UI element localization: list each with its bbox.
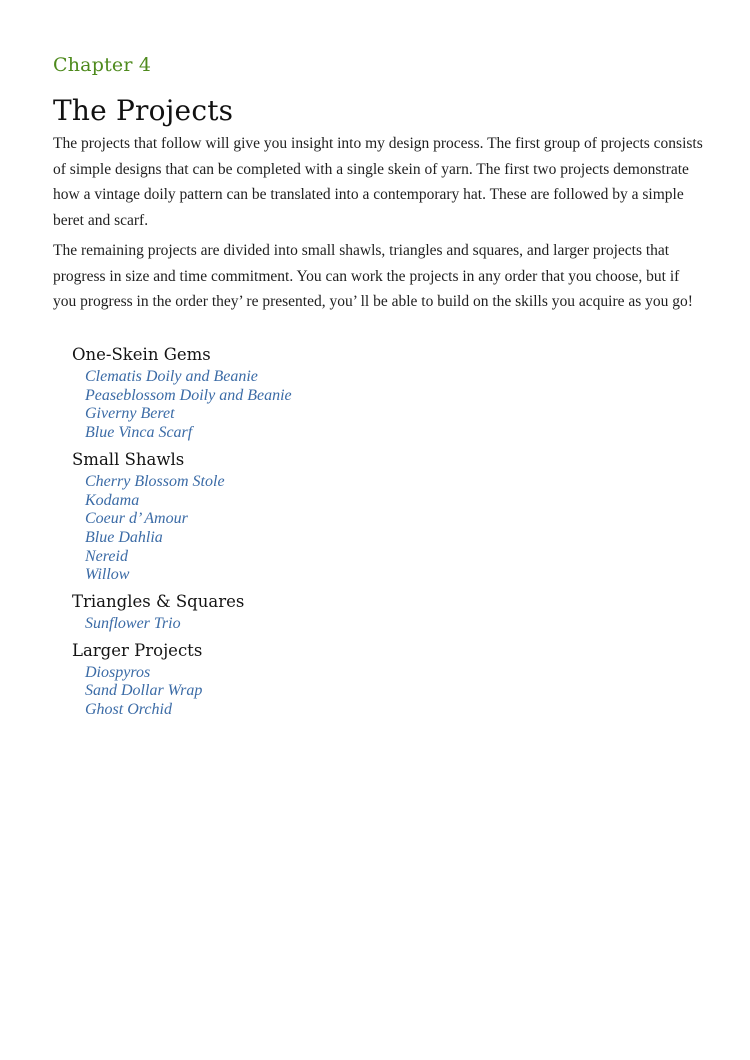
project-link[interactable]: Ghost Orchid (85, 701, 172, 719)
project-link[interactable]: Blue Vinca Scarf (85, 424, 193, 442)
project-link[interactable]: Diospyros (85, 663, 151, 681)
project-link[interactable]: Peaseblossom Doily and Beanie (85, 386, 292, 404)
section-heading: One-Skein Gems (72, 345, 211, 364)
project-contents (72, 344, 672, 726)
project-link[interactable]: Sand Dollar Wrap (85, 682, 203, 700)
section-heading: Larger Projects (72, 640, 203, 660)
section-small-shawls (72, 449, 672, 585)
intro-paragraph: The projects that follow will give you insight into my design process. The first group of projects consists of simple designs that can be completed with a single skein of yarn. The first two projects demonstrate how a vintage doily pattern can be translated into a contemporary hat. These are followed by a simple beret and scarf. (53, 135, 703, 229)
project-link[interactable]: Sunflower Trio (85, 615, 181, 633)
project-link[interactable]: Blue Dahlia (85, 528, 163, 546)
section-heading: Small Shawls (72, 449, 185, 469)
project-link[interactable]: Clematis Doily and Beanie (85, 368, 258, 385)
section-triangles-squares (72, 591, 672, 634)
project-link[interactable]: Cherry Blossom Stole (85, 472, 225, 490)
project-link[interactable]: Willow (85, 566, 130, 584)
section-larger-projects (72, 640, 672, 720)
intro-paragraph: The remaining projects are divided into small shawls, triangles and squares, and larger projects that progress in size and time commitment. You can work the projects in any order that you choose, but if you progress in the order they’ re presented, you’ ll be able to build on the skills you acquire as you go! (53, 242, 693, 310)
section-heading: Triangles & Squares (72, 592, 245, 612)
page-title: The Projects (53, 94, 234, 127)
project-link[interactable]: Giverny Beret (85, 405, 175, 423)
project-list (72, 368, 672, 443)
project-list (72, 473, 672, 585)
project-list (72, 615, 672, 634)
section-one-skein-gems (72, 344, 672, 443)
chapter-label: Chapter 4 (53, 54, 152, 76)
project-link[interactable]: Kodama (85, 491, 140, 509)
project-link[interactable]: Nereid (85, 547, 128, 565)
project-list (72, 664, 672, 720)
project-link[interactable]: Coeur d’ Amour (85, 510, 188, 528)
intro-text (53, 131, 703, 320)
